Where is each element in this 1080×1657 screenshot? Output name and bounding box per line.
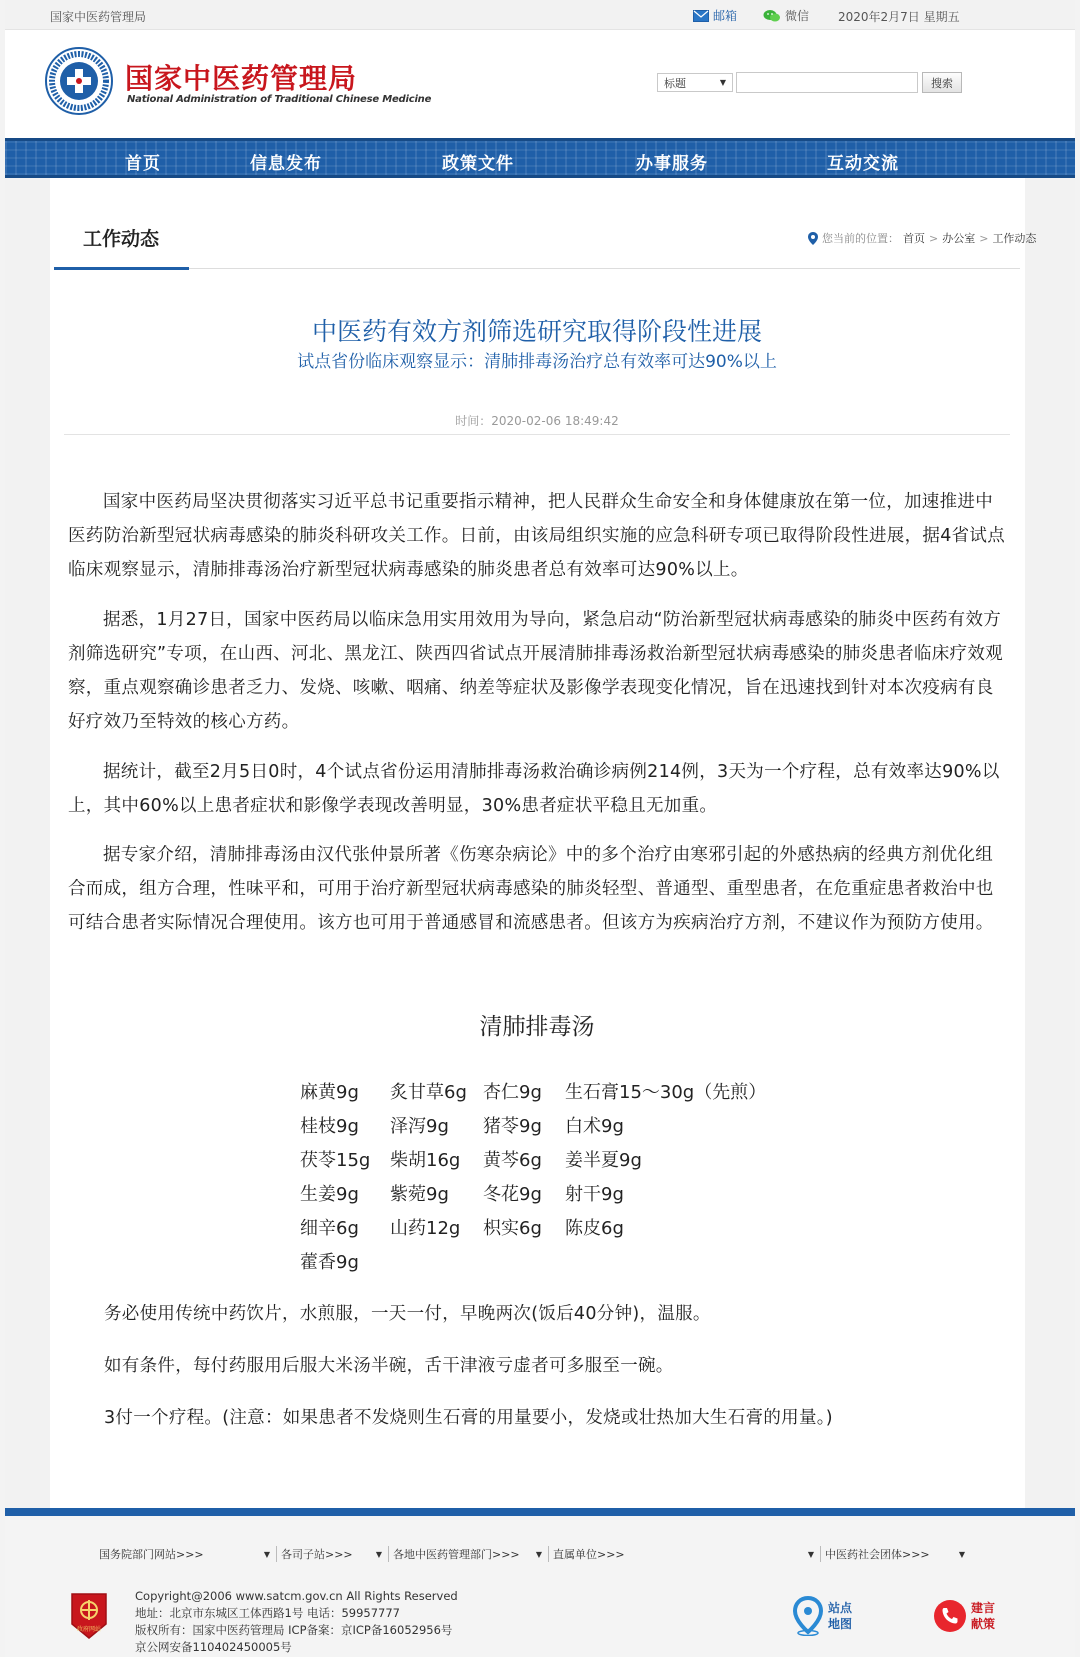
breadcrumb-separator: > xyxy=(979,231,989,245)
breadcrumb-home[interactable]: 首页 xyxy=(903,232,925,245)
phone-icon xyxy=(933,1599,967,1633)
herb-item: 生石膏15～30g（先煎） xyxy=(565,1082,767,1103)
herb-item: 姜半夏9g xyxy=(565,1150,642,1171)
location-pin-icon xyxy=(808,232,818,245)
search-input[interactable] xyxy=(736,72,918,93)
section-title: 工作动态 xyxy=(83,228,160,250)
site-map-label: 地图 xyxy=(828,1617,853,1631)
article-paragraph: 国家中医药局坚决贯彻落实习近平总书记重要指示精神，把人民群众生命安全和身体健康放在第一位，加速推进中医药防治新型冠状病毒感染的肺炎科研攻关工作。日前，由该局组织实施的应急科研专项已取得阶段性进展，据4省试点临床观察显示，清肺排毒汤治疗新型冠状病毒感染的肺炎患者总有效率可达90%以上。 xyxy=(68,492,1006,580)
main-nav xyxy=(5,138,1075,178)
breadcrumb-office[interactable]: 办公室 xyxy=(942,232,976,245)
footer-select-departments[interactable] xyxy=(277,1546,389,1562)
footer-link-selects xyxy=(95,1546,971,1562)
map-pin-icon xyxy=(792,1596,824,1636)
article-paragraph: 据统计，截至2月5日0时，4个试点省份运用清肺排毒汤救治确诊病例214例，3天为一个疗程，总有效率达90%以上，其中60%以上患者症状和影像学表现改善明显，30%患者症状平稳且无加重。 xyxy=(68,762,1000,816)
dropdown-arrow-icon: ▼ xyxy=(263,1549,270,1559)
usage-note: 务必使用传统中药饮片，水煎服，一天一付，早晚两次(饭后40分钟)，温服。 xyxy=(104,1304,711,1324)
footer-select-societies[interactable] xyxy=(821,1546,971,1562)
usage-note: 如有条件，每付药服用后服大米汤半碗，舌干津液亏虚者可多服至一碗。 xyxy=(104,1356,674,1376)
section-divider xyxy=(54,268,1020,269)
wechat-link[interactable] xyxy=(763,7,809,24)
footer-select-label: 各地中医药管理部门>>> xyxy=(393,1548,520,1561)
herb-item: 炙甘草6g xyxy=(390,1082,467,1103)
recipe-row xyxy=(300,1214,785,1240)
footer-address: 地址：北京市东城区工体西路1号 电话：59957777 xyxy=(135,1606,401,1620)
logo-title-en: National Administration of Traditional Chinese Medicine xyxy=(127,94,432,105)
article-paragraph: 据悉，1月27日，国家中医药局以临床急用实用效用为导向，紧急启动“防治新型冠状病毒感染的肺炎中医药有效方剂筛选研究”专项，在山西、河北、黑龙江、陕西四省试点开展清肺排毒汤救治新型冠状病毒感染的肺炎患者临床疗效观察，重点观察确诊患者乏力、发烧、咳嗽、咽痛、纳差等症状及影像学表现变化情况，旨在迅速找到针对本次疫病有良好疗效乃至特效的核心方药。 xyxy=(68,610,1003,732)
nav-item-home[interactable]: 首页 xyxy=(125,154,161,174)
search-scope-value: 标题 xyxy=(664,76,686,90)
envelope-icon xyxy=(693,10,709,22)
herb-item: 柴胡16g xyxy=(390,1150,461,1171)
recipe-row xyxy=(300,1146,785,1172)
dropdown-arrow-icon: ▼ xyxy=(375,1549,382,1559)
article-paragraph: 据专家介绍，清肺排毒汤由汉代张仲景所著《伤寒杂病论》中的多个治疗由寒邪引起的外感热病的经典方剂优化组合而成，组方合理，性味平和，可用于治疗新型冠状病毒感染的肺炎轻型、普通型、重型患者，在危重症患者救治中也可结合患者实际情况合理使用。该方也可用于普通感冒和流感患者。但该方为疾病治疗方剂，不建议作为预防方使用。 xyxy=(68,845,994,933)
site-map-button[interactable] xyxy=(792,1594,862,1638)
breadcrumb-separator: > xyxy=(929,231,939,245)
herb-item: 藿香9g xyxy=(300,1252,359,1273)
herb-item: 生姜9g xyxy=(300,1184,359,1205)
footer-owner: 版权所有：国家中医药管理局 ICP备案：京ICP备16052956号 xyxy=(135,1623,453,1637)
footer-police-record: 京公网安备110402450005号 xyxy=(135,1640,292,1654)
footer-select-state-council[interactable] xyxy=(95,1546,277,1562)
footer-select-label: 直属单位>>> xyxy=(553,1548,625,1561)
recipe-title: 清肺排毒汤 xyxy=(479,1014,595,1040)
recipe-row xyxy=(300,1180,785,1206)
search-scope-select[interactable] xyxy=(657,73,733,92)
dropdown-arrow-icon: ▼ xyxy=(807,1549,814,1559)
usage-note: 3付一个疗程。(注意：如果患者不发烧则生石膏的用量要小，发烧或壮热加大生石膏的用量。) xyxy=(104,1408,833,1428)
recipe-row xyxy=(300,1078,785,1104)
herb-item: 黄芩6g xyxy=(483,1150,542,1171)
search-button[interactable]: 搜索 xyxy=(922,72,962,93)
herb-item: 紫菀9g xyxy=(390,1184,449,1205)
herb-item: 麻黄9g xyxy=(300,1082,359,1103)
copyright-block xyxy=(135,1588,458,1656)
top-strip xyxy=(5,0,1075,30)
advice-label: 建言 xyxy=(971,1601,996,1615)
footer-select-affiliated[interactable] xyxy=(549,1546,821,1562)
breadcrumb-current[interactable]: 工作动态 xyxy=(992,232,1037,245)
herb-item: 射干9g xyxy=(565,1184,624,1205)
panel-margin-right xyxy=(1025,178,1075,1508)
herb-item: 冬花9g xyxy=(483,1184,542,1205)
logo-title-cn[interactable]: 国家中医药管理局 xyxy=(125,62,358,95)
site-header xyxy=(5,30,1075,138)
current-date: 2020年2月7日 星期五 xyxy=(838,10,960,24)
herb-item: 桂枝9g xyxy=(300,1116,359,1137)
advice-label: 献策 xyxy=(971,1617,996,1631)
herb-item: 泽泻9g xyxy=(390,1116,449,1137)
nav-item-policy[interactable]: 政策文件 xyxy=(442,154,514,174)
national-emblem-icon[interactable] xyxy=(45,47,113,115)
herb-item: 白术9g xyxy=(565,1116,624,1137)
mail-label: 邮箱 xyxy=(713,9,738,23)
footer-select-local-admin[interactable] xyxy=(389,1546,549,1562)
gov-badge-label: 政府网站 xyxy=(76,1626,102,1633)
article-time: 时间：2020-02-06 18:49:42 xyxy=(455,414,619,428)
panel-margin-left xyxy=(5,178,50,1508)
footer-select-label: 中医药社会团体>>> xyxy=(825,1548,930,1561)
nav-item-services[interactable]: 办事服务 xyxy=(636,154,708,174)
herb-item: 茯苓15g xyxy=(300,1150,371,1171)
advice-button[interactable] xyxy=(933,1594,1003,1638)
wechat-icon xyxy=(763,9,781,23)
nav-item-interaction[interactable]: 互动交流 xyxy=(827,154,899,174)
herb-item: 细辛6g xyxy=(300,1218,359,1239)
gov-site-badge-icon[interactable] xyxy=(68,1592,110,1640)
breadcrumb-prefix: 您当前的位置： xyxy=(822,232,899,245)
herb-item: 枳实6g xyxy=(483,1218,542,1239)
herb-item: 陈皮6g xyxy=(565,1218,624,1239)
recipe-row xyxy=(300,1248,390,1274)
section-title-underline xyxy=(54,267,189,270)
article-title: 中医药有效方剂筛选研究取得阶段性进展 xyxy=(311,317,762,346)
dropdown-arrow-icon: ▼ xyxy=(719,78,726,87)
wechat-label: 微信 xyxy=(785,9,810,23)
site-name-link[interactable]: 国家中医药管理局 xyxy=(50,10,147,24)
footer-select-label: 国务院部门网站>>> xyxy=(99,1548,204,1561)
nav-item-info[interactable]: 信息发布 xyxy=(250,154,322,174)
site-map-label: 站点 xyxy=(828,1601,853,1615)
footer-select-label: 各司子站>>> xyxy=(281,1548,353,1561)
breadcrumb xyxy=(808,230,1036,246)
herb-item: 山药12g xyxy=(390,1218,461,1239)
recipe-row xyxy=(300,1112,785,1138)
dropdown-arrow-icon: ▼ xyxy=(535,1549,542,1559)
mail-link[interactable] xyxy=(693,7,737,24)
herb-item: 杏仁9g xyxy=(483,1082,542,1103)
copyright-text: Copyright@2006 www.satcm.gov.cn All Rights Reserved xyxy=(135,1589,458,1603)
herb-item: 猪苓9g xyxy=(483,1116,542,1137)
article-subtitle: 试点省份临床观察显示：清肺排毒汤治疗总有效率可达90%以上 xyxy=(297,352,777,372)
site-footer xyxy=(5,1508,1075,1657)
article-divider xyxy=(64,434,1010,435)
dropdown-arrow-icon: ▼ xyxy=(958,1549,965,1559)
